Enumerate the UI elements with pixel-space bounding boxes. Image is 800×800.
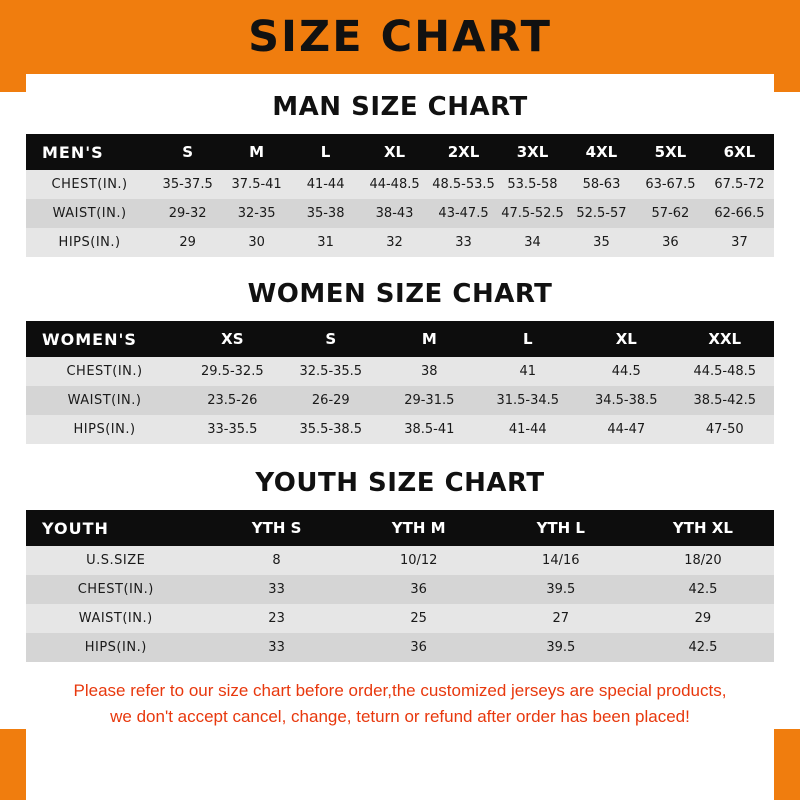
table-header-row [26,510,774,546]
cell: 33 [268,640,285,655]
column-header: XS [183,321,281,357]
cell: 39.5 [546,640,576,655]
table-header-row [26,321,774,357]
page-header [0,0,800,74]
cell: 47.5-52.5 [501,206,564,221]
cell: 31 [317,235,334,250]
cell: 62-66.5 [714,206,765,221]
row-label: CHEST(IN.) [51,177,128,192]
column-header: 5XL [636,134,705,170]
youth-section-title: YOUTH SIZE CHART [255,468,545,498]
cell: 44.5-48.5 [693,364,757,379]
cell: 41 [519,364,537,379]
cell: 53.5-58 [507,177,558,192]
cell: 37.5-41 [231,177,282,192]
column-header: MEN'S [26,134,153,170]
column-header: S [282,321,380,357]
cell: 32-35 [237,206,276,221]
table-row [26,357,774,386]
cell: 8 [272,553,281,568]
cell: 29 [694,611,712,626]
column-header: YTH M [348,510,490,546]
column-header: XL [360,134,429,170]
column-header: M [222,134,291,170]
cell: 33 [268,582,285,597]
column-header: XL [577,321,675,357]
table-row [26,199,774,228]
cell: 34 [524,235,541,250]
cell: 35 [593,235,610,250]
youth-size-table [26,510,774,662]
cell: 29-32 [168,206,207,221]
cell: 63-67.5 [645,177,696,192]
cell: 48.5-53.5 [432,177,495,192]
table-row [26,604,774,633]
cell: 29.5-32.5 [201,364,264,379]
table-row [26,633,774,662]
content-area [0,92,800,729]
cell: 67.5-72 [714,177,765,192]
cell: 44-48.5 [369,177,420,192]
cell: 37 [731,235,748,250]
cell: 42.5 [688,640,718,655]
row-label: WAIST(IN.) [78,611,153,626]
table-row [26,170,774,199]
table-row [26,546,774,575]
cell: 31.5-34.5 [496,393,560,408]
cell: 10/12 [399,553,438,568]
column-header: YOUTH [26,510,206,546]
cell: 36 [410,640,427,655]
cell: 18/20 [684,553,722,568]
column-header: WOMEN'S [26,321,183,357]
cell: 47-50 [705,422,744,437]
column-header: YTH XL [632,510,774,546]
footer-note-line-2: we don't accept cancel, change, teturn or refund after order has been placed! [110,706,690,726]
footer-note [26,678,774,729]
cell: 26-29 [311,393,350,408]
table-header-row [26,134,774,170]
row-label: U.S.SIZE [86,553,146,568]
cell: 35.5-38.5 [299,422,363,437]
table-row [26,415,774,444]
column-header: 2XL [429,134,498,170]
column-header: L [479,321,577,357]
table-row [26,386,774,415]
cell: 38-43 [375,206,414,221]
cell: 58-63 [582,177,621,192]
man-section-title: MAN SIZE CHART [272,92,528,122]
cell: 39.5 [546,582,576,597]
column-header: XXL [676,321,775,357]
table-row [26,228,774,257]
cell: 30 [248,235,265,250]
cell: 34.5-38.5 [594,393,658,408]
cell: 14/16 [542,553,580,568]
women-section-title: WOMEN SIZE CHART [247,279,553,309]
cell: 44.5 [611,364,641,379]
footer-note-line-1: Please refer to our size chart before order,the customized jerseys are special products, [73,681,727,700]
page-title: SIZE CHART [248,11,552,62]
column-header: 4XL [567,134,636,170]
cell: 29-31.5 [404,393,455,408]
column-header: 6XL [705,134,774,170]
cell: 42.5 [688,582,718,597]
row-label: WAIST(IN.) [52,206,127,221]
cell: 33-35.5 [207,422,258,437]
women-size-table [26,321,774,444]
cell: 38.5-42.5 [693,393,757,408]
cell: 38.5-41 [404,422,455,437]
cell: 43-47.5 [438,206,489,221]
cell: 44-47 [607,422,646,437]
cell: 36 [662,235,679,250]
column-header: M [380,321,478,357]
cell: 52.5-57 [576,206,627,221]
cell: 25 [410,611,427,626]
cell: 35-38 [306,206,345,221]
column-header: YTH S [206,510,348,546]
cell: 36 [410,582,427,597]
cell: 35-37.5 [162,177,213,192]
cell: 27 [552,611,570,626]
cell: 23.5-26 [207,393,258,408]
cell: 38 [421,364,438,379]
cell: 41-44 [306,177,345,192]
cell: 29 [179,235,196,250]
column-header: L [291,134,360,170]
row-label: WAIST(IN.) [67,393,142,408]
column-header: YTH L [490,510,632,546]
table-row [26,575,774,604]
cell: 32.5-35.5 [299,364,363,379]
cell: 41-44 [508,422,547,437]
cell: 33 [455,235,472,250]
column-header: S [153,134,222,170]
row-label: CHEST(IN.) [77,582,154,597]
cell: 23 [268,611,285,626]
man-size-table [26,134,774,257]
row-label: CHEST(IN.) [66,364,143,379]
row-label: HIPS(IN.) [84,640,147,655]
row-label: HIPS(IN.) [58,235,121,250]
cell: 32 [386,235,403,250]
cell: 57-62 [651,206,690,221]
row-label: HIPS(IN.) [73,422,136,437]
column-header: 3XL [498,134,567,170]
